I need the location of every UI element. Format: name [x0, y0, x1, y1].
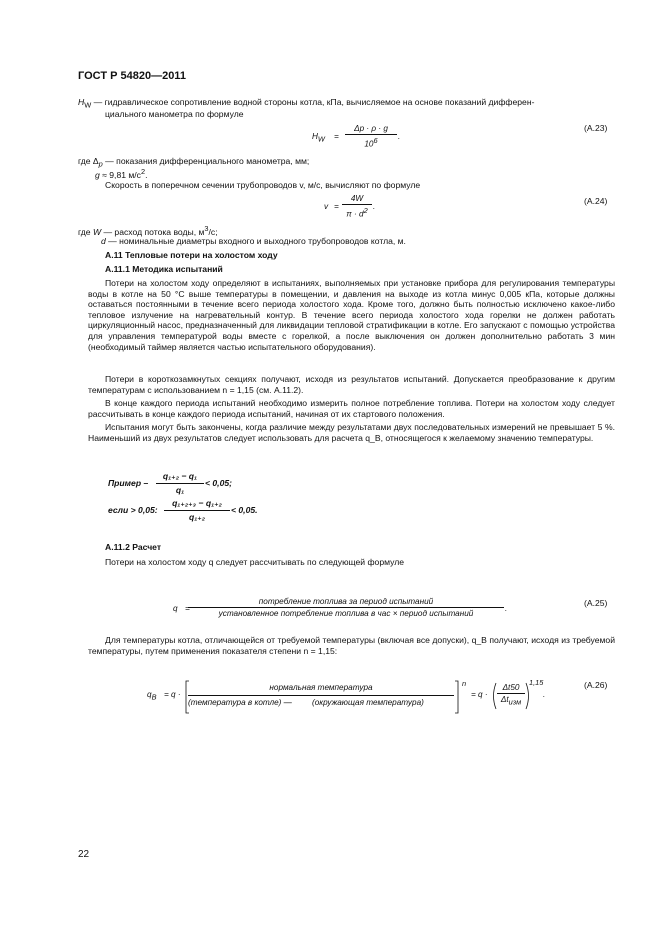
eq-a23-fraction: [345, 124, 397, 149]
where1-line2: [95, 167, 148, 180]
where2-prefix: где: [78, 226, 93, 237]
eq-a25-tail: .: [505, 604, 508, 613]
paragraph-3: В конце каждого периода испытаний необходимо измерить полное потребление топлива. Потери на холостом ходу следует рассчитывать в конце каждого периода испытаний, начиная от их стартового положения.: [88, 398, 615, 419]
eq-a24-number: (A.24): [584, 196, 608, 206]
where1-g-end: .: [145, 169, 148, 180]
where1-prefix: где Δ: [78, 156, 99, 166]
eq-a26-right-bracket: [454, 680, 460, 714]
where2-w-exp: 3: [204, 224, 209, 233]
where2-d-text: — номинальные диаметры входного и выходного трубопроводов котла, м.: [105, 236, 406, 246]
paragraph-5: Потери на холостом ходу q следует рассчитывать по следующей формуле: [105, 557, 405, 567]
eq-a25-equals: =: [185, 604, 190, 613]
section-a112-heading: A.11.2 Расчет: [105, 542, 162, 552]
where2-w-var: W: [92, 226, 102, 237]
eq-a26-number: (A.26): [584, 680, 608, 690]
eq-a24-fraction: [342, 194, 372, 219]
where1-text: — показания дифференциального манометра, мм;: [102, 156, 310, 166]
example-den-2: q₁₊₂: [188, 511, 206, 522]
where2-w-text: — расход потока воды, м: [101, 226, 205, 237]
eq-a26-fraction: [188, 683, 454, 713]
example-fraction-2: [164, 498, 230, 522]
eq-a26-denominator-2: Δt: [500, 695, 509, 704]
example-label-1: Пример –: [108, 478, 149, 488]
eq-a26-denominator-a: (температура в котле) —: [188, 698, 292, 707]
eq-a26-fraction-line: [188, 695, 454, 696]
paragraph-6: Для температуры котла, отличающейся от требуемой температуры (включая все допуски), q_B получают, исходя из требуемой температуры, путем применения показателя степени n = 1,15:: [88, 635, 615, 656]
eq-a26-fraction-2: [497, 683, 525, 707]
hw-subscript: W: [84, 100, 92, 110]
where1-sub: p: [98, 159, 103, 169]
paragraph-4: Испытания могут быть закончены, когда различие между результатами двух последовательных измерений не превышает 5 %. Наименьший из двух результатов следует использовать для расчета q_B, относящегося к желаемому значению температуры.: [88, 422, 615, 443]
eq-a25-numerator: потребление топлива за период испытаний: [188, 597, 504, 608]
eq-a23-equals: =: [334, 132, 339, 141]
section-a11-heading: A.11 Тепловые потери на холостом ходу: [105, 250, 278, 260]
eq-a24-numerator: 4W: [342, 194, 372, 205]
example-den-1: q₁: [175, 484, 185, 495]
example-num-2: q₁₊₂₊₃ − q₁₊₂: [164, 498, 230, 511]
hw-definition-line2: циального манометра по формуле: [105, 109, 244, 119]
hw-definition-text: — гидравлическое сопротивление водной стороны котла, кПа, вычисляемое на основе показаний дифферен-: [91, 97, 535, 107]
eq-a26-denominator-b: (окружающая температура): [312, 698, 424, 707]
where2-w-end: /с;: [208, 226, 218, 237]
eq-a26-numerator: нормальная температура: [269, 683, 373, 692]
eq-a25-fraction: [188, 597, 504, 618]
eq-a24-den-exp: 2: [363, 206, 368, 215]
eq-a26-denominator-2-sub: изм: [508, 697, 522, 707]
paragraph-2: Потери в короткозамкнутых секциях получают, исходя из результатов испытаний. Допускается преобразование к другим температурам с использованием n = 1,15 (см. A.11.2).: [88, 374, 615, 395]
eq-a25-number: (A.25): [584, 598, 608, 608]
eq-a26-exp-2: 1,15: [529, 678, 544, 687]
eq-a26-numerator-2: Δt50: [497, 683, 525, 694]
eq-a23-lhs: H: [312, 132, 318, 141]
page-number: 22: [78, 849, 90, 860]
hw-symbol: H: [78, 97, 85, 107]
where2-d-var: d: [101, 236, 106, 246]
eq-a25-denominator: установленное потребление топлива в час × период испытаний: [218, 609, 474, 618]
eq-a24-equals: =: [334, 202, 339, 211]
eq-a26-equals-1: = q ·: [164, 690, 181, 699]
eq-a26-lhs-q: q: [147, 690, 152, 699]
eq-a23-denominator: 10: [364, 139, 374, 149]
example-tail-2: < 0,05.: [231, 505, 258, 515]
eq-a26-exp-n: n: [462, 679, 467, 688]
eq-a26-tail: .: [543, 690, 546, 699]
eq-a23-lhs-sub: W: [317, 134, 325, 144]
eq-a23-tail: .: [398, 132, 401, 141]
eq-a23-numerator: Δp · ρ · g: [345, 124, 397, 135]
eq-a23-number: (A.23): [584, 123, 608, 133]
velocity-intro: Скорость в поперечном сечении трубопроводов v, м/с, вычисляют по формуле: [105, 180, 421, 190]
example-label-2: если > 0,05:: [108, 505, 158, 515]
eq-a26-equals-2: = q ·: [471, 690, 488, 699]
eq-a24-lhs: v: [324, 202, 329, 211]
paragraph-1: Потери на холостом ходу определяют в испытаниях, выполняемых при установке прибора для регулирования температуры воды в котле на 50 °С выше температуры в помещении, и давления на выходе из котла минус 0,005 кПа, которые должны оставаться постоянными в течение всего периода холостого хода. Кроме того, должно быть полностью исключено какое-либо тепловое излучение на нагревательный контур. В течение всего периода холостого хода горелки не должен работать циркуляционный насос, предназначенный для ликвидации тепловой стратификации в котле. Его запускают с помощью устройства для управления температурой воды вместе с горелкой, а после выключения он должен дополнительно работать 3 мин (необходимый таймер является частью испытательного оборудования).: [88, 278, 615, 352]
where1-g-exp: 2: [140, 167, 146, 176]
eq-a23-den-exp: 6: [373, 136, 378, 145]
where1-g-var: g: [95, 169, 100, 180]
example-num-1: q₁₊₂ − q₁: [156, 471, 204, 484]
document-header: ГОСТ Р 54820—2011: [78, 70, 186, 82]
where1-g-text: ≈ 9,81 м/с: [99, 169, 141, 180]
eq-a26-lhs-sub: B: [151, 692, 157, 702]
example-fraction-1: [156, 471, 204, 495]
eq-a26-lhs: [147, 690, 157, 702]
where2-line2: [101, 236, 406, 247]
section-a111-heading: A.11.1 Методика испытаний: [105, 264, 223, 274]
eq-a25-lhs: q: [173, 604, 178, 613]
eq-a24-denominator: π · d: [346, 209, 364, 219]
example-tail-1: < 0,05;: [205, 478, 232, 488]
eq-a24-tail: .: [373, 202, 376, 211]
